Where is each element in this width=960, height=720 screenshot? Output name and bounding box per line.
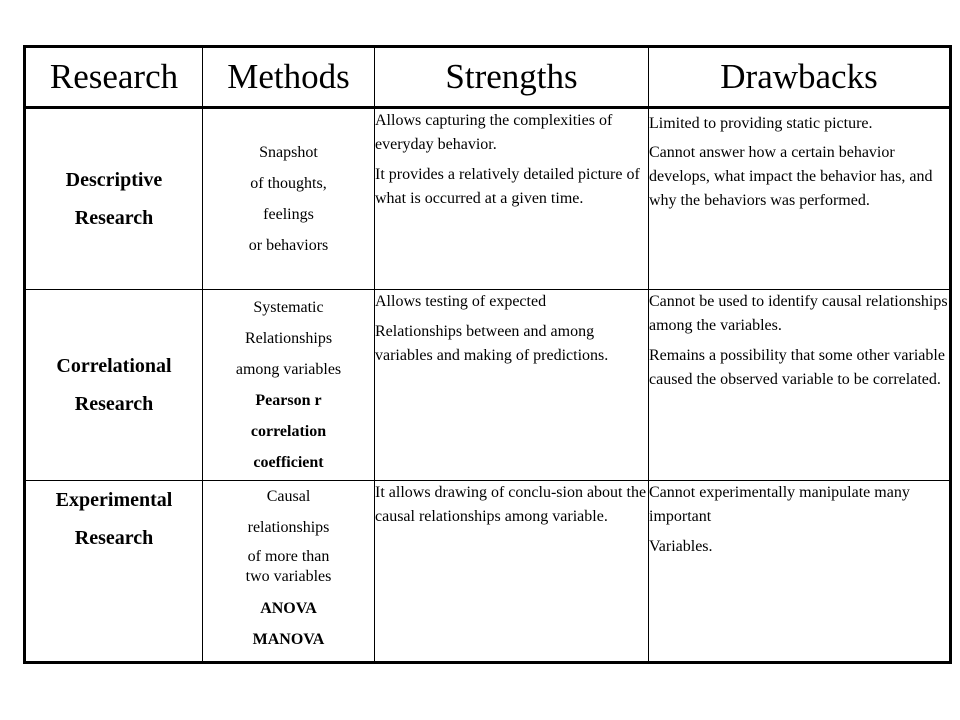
research-type-cell	[25, 481, 203, 663]
method-line-part: two variables	[245, 568, 332, 585]
method-line: Causal	[266, 488, 311, 505]
header-strengths: Strengths	[375, 47, 649, 108]
method-line: correlation	[250, 423, 327, 440]
method-line: feelings	[263, 206, 314, 223]
research-type-line1: Descriptive	[65, 169, 163, 191]
method-line: MANOVA	[252, 631, 325, 648]
research-methods-table	[23, 45, 952, 664]
methods-cell	[203, 108, 375, 290]
method-line: Relationships	[244, 330, 333, 347]
drawback-text: Variables.	[649, 538, 713, 555]
method-line: among variables	[235, 361, 342, 378]
method-line: Snapshot	[259, 144, 318, 161]
strengths-cell	[375, 108, 649, 290]
methods-cell	[203, 481, 375, 663]
research-type-line2: Research	[74, 527, 154, 549]
method-line: Pearson r	[255, 392, 322, 409]
method-line: coefficient	[253, 454, 324, 471]
table-row-experimental	[25, 481, 951, 663]
strength-text: Allows testing of expected	[375, 293, 547, 310]
research-type-line2: Research	[74, 207, 154, 229]
drawback-text: Remains a possibility that some other variable caused the observed variable to be correlated.	[649, 347, 945, 388]
drawback-text: Limited to providing static picture.	[649, 115, 873, 132]
research-type-cell	[25, 290, 203, 481]
method-line: relationships	[247, 519, 330, 536]
strength-text: It provides a relatively detailed picture of what is occurred at a given time.	[375, 166, 640, 207]
header-research: Research	[25, 47, 203, 108]
method-line: ANOVA	[260, 600, 317, 617]
strengths-cell	[375, 290, 649, 481]
drawback-text: Cannot experimentally manipulate many important	[649, 484, 910, 525]
strengths-cell	[375, 481, 649, 663]
drawbacks-cell	[649, 108, 951, 290]
drawbacks-cell	[649, 481, 951, 663]
research-type-line1: Experimental	[55, 489, 173, 511]
header-drawbacks: Drawbacks	[649, 47, 951, 108]
strength-text: It allows drawing of conclu-sion about the causal relationships among variable.	[375, 484, 647, 525]
method-line	[203, 547, 374, 587]
drawback-text: Cannot answer how a certain behavior develops, what impact the behavior has, and why the behaviors was performed.	[649, 144, 933, 209]
drawback-text: Cannot be used to identify causal relationships among the variables.	[649, 293, 948, 334]
methods-cell	[203, 290, 375, 481]
table-row-correlational	[25, 290, 951, 481]
header-methods: Methods	[203, 47, 375, 108]
method-line: Systematic	[253, 299, 324, 316]
table-row-descriptive	[25, 108, 951, 290]
research-type-line1: Correlational	[56, 355, 172, 377]
drawbacks-cell	[649, 290, 951, 481]
strength-text: Allows capturing the complexities of everyday behavior.	[375, 112, 613, 153]
research-type-line2: Research	[74, 393, 154, 415]
research-type-cell	[25, 108, 203, 290]
header-row	[25, 47, 951, 108]
method-line-part: of more than	[247, 548, 330, 565]
method-line: or behaviors	[248, 237, 329, 254]
method-line: of thoughts,	[250, 175, 327, 192]
strength-text: Relationships between and among variables and making of predictions.	[375, 323, 609, 364]
